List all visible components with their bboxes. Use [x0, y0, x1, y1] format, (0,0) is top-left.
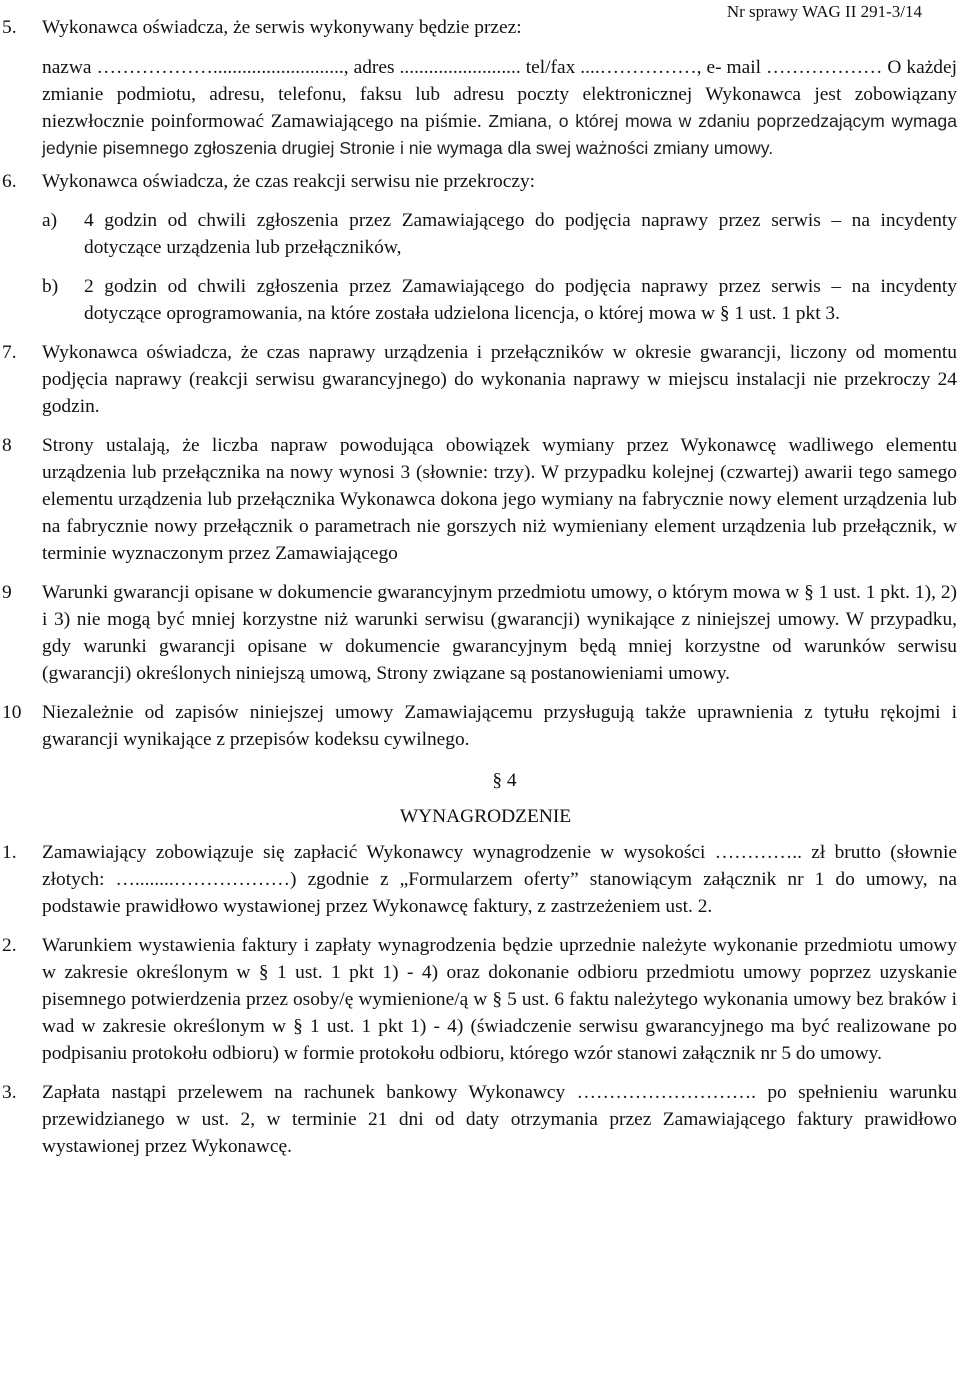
clause-number: 2. [2, 935, 17, 956]
case-number: Nr sprawy WAG II 291-3/14 [726, 2, 922, 21]
clause-number: 1. [2, 842, 17, 863]
section-paragraph-number: § 4 [492, 770, 517, 791]
clause-text: Warunkiem wystawienia faktury i zapłaty wynagrodzenia będzie uprzednie należyte wykonanie przedmiotu umowy w zakresie określonym w § 1 ust. 1 pkt 1) - 4) oraz dokonanie odbioru przedmiotu umowy poprzez uzyskanie pisemnego potwierdzenia przez osoby/ę wymienione/ą w § 5 ust. 6 faktu należytego wykonania umowy bez braków i wad w zakresie określonym w § 1 ust. 1 pkt 1) - 4) (świadczenie serwisu gwarancyjnego ma być realizowane po podpisaniu protokołu odbioru) w formie protokołu odbioru, którego wzór stanowi załącznik nr 5 do umowy. [42, 935, 957, 1064]
clause-number: 3. [2, 1082, 17, 1103]
clause-number: 5. [2, 17, 17, 38]
payment-clause-2 [0, 932, 957, 1067]
clause-text: Wykonawca oświadcza, że czas naprawy urządzenia i przełączników w okresie gwarancji, liczony od momentu podjęcia naprawy (reakcji serwisu gwarancyjnego) do wykonania naprawy w miejscu instalacji nie przekroczy 24 godzin. [42, 342, 957, 417]
clause-number: 6. [2, 171, 17, 192]
clause-10 [0, 699, 957, 753]
clause-6-a [0, 207, 957, 261]
clause-text: Warunki gwarancji opisane w dokumencie gwarancyjnym przedmiotu umowy, o którym mowa w § 1 ust. 1 pkt. 1), 2) i 3) nie mogą być mniej korzystne niż warunki serwisu (gwarancji) wynikające z niniejszej umowy. W przypadku, gdy warunki gwarancji opisane w dokumencie gwarancyjnym będą mniej korzystne od warunków serwisu (gwarancji) określonych niniejszą umową, Strony związane są postanowieniami umowy. [42, 582, 957, 684]
subclause-text: 2 godzin od chwili zgłoszenia przez Zamawiającego do podjęcia naprawy przez serwis – na incydenty dotyczące oprogramowania, na które została udzielona licencja, o której mowa w § 1 ust. 1 pkt 3. [84, 276, 957, 324]
service-contact-block [0, 54, 957, 162]
change-notice-text: Zmiana, o której mowa w zdaniu poprzedzającym wymaga jedynie pisemnego zgłoszenia drugiej Stronie i nie wymaga dla swej ważności zmiany umowy. [42, 111, 957, 158]
clause-text: Zamawiający zobowiązuje się zapłacić Wykonawcy wynagrodzenie w wysokości ………….. zł brutto (słownie złotych: …........………………) zgodnie z „Formularzem oferty” stanowiącym załącznik nr 1 do umowy, na podstawie prawidłowo wystawionej przez Wykonawcę faktury, z zastrzeżeniem ust. 2. [42, 842, 957, 917]
clause-number: 9 [2, 582, 12, 603]
clause-text: Zapłata nastąpi przelewem na rachunek bankowy Wykonawcy ………………………. po spełnieniu warunku przewidzianego w ust. 2, w terminie 21 dni od daty otrzymania przez Zamawiającego faktury prawidłowo wystawionej przez Wykonawcę. [42, 1082, 957, 1157]
clause-6 [0, 168, 957, 195]
clause-number: 8 [2, 435, 12, 456]
clause-7 [0, 339, 957, 420]
clause-text: Niezależnie od zapisów niniejszej umowy Zamawiającemu przysługują także uprawnienia z tytułu rękojmi i gwarancji wynikające z przepisów kodeksu cywilnego. [42, 702, 957, 750]
clause-5 [0, 14, 957, 41]
subclause-text: 4 godzin od chwili zgłoszenia przez Zamawiającego do podjęcia naprawy przez serwis – na incydenty dotyczące urządzenia lub przełączników, [84, 210, 957, 258]
clause-6-b [0, 273, 957, 327]
clause-text: Wykonawca oświadcza, że czas reakcji serwisu nie przekroczy: [42, 171, 536, 192]
payment-clause-1 [0, 839, 957, 920]
section-title: WYNAGRODZENIE [399, 806, 572, 827]
payment-clause-3 [0, 1079, 957, 1160]
clause-text: Strony ustalają, że liczba napraw powodująca obowiązek wymiany przez Wykonawcę wadliwego elementu urządzenia lub przełącznika na nowy wynosi 3 (słownie: trzy). W przypadku kolejnej (czwartej) awarii tego samego elementu urządzenia lub przełącznika Wykonawca dokona jego wymiany na fabrycznie nowy element urządzenia lub na fabrycznie nowy przełącznik o parametrach nie gorszych niż wymieniany element urządzenia lub przełącznik, w terminie wyznaczonym przez Zamawiającego [42, 435, 957, 564]
subclause-letter: a) [42, 210, 58, 231]
document-page [0, 14, 957, 1160]
clause-number: 10 [2, 702, 22, 723]
subclause-letter: b) [42, 276, 59, 297]
clause-9 [0, 579, 957, 687]
service-contact-text: nazwa ………………..........................., adres ......................... tel/fax ....……………, e- mail ……………… O każdej zmianie podmiotu, adresu, telefonu, faksu lub adresu poczty elektronicznej Wykonawca jest zobowiązany niezwłocznie poinformować Zamawiającego na piśmie. [42, 57, 957, 132]
clause-text: Wykonawca oświadcza, że serwis wykonywany będzie przez: [42, 17, 522, 38]
clause-8 [0, 432, 957, 567]
clause-number: 7. [2, 342, 17, 363]
